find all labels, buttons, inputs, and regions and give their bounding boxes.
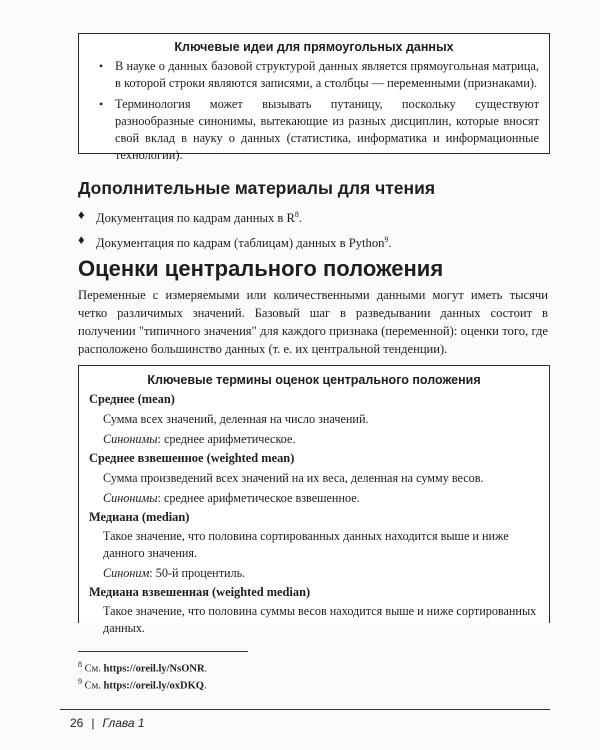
chapter-label: Глава 1: [102, 716, 145, 730]
term-mean: Среднее (mean): [89, 392, 175, 406]
footnote-divider: [78, 651, 248, 652]
term-definition: Такое значение, что половина сортированных данных находится выше и ниже данного значения.: [103, 529, 509, 560]
key-terms-box: [78, 365, 550, 635]
key-ideas-title: Ключевые идеи для прямоугольных данных: [174, 40, 454, 54]
list-item: • Терминология может вызывать путаницу, поскольку существуют разнообразные синонимы, вытекающие из разных дисциплин, которые вносят свой вклад в науку о данных (статистика, информатика и информационные технологии).: [99, 97, 539, 162]
bullet-icon: •: [99, 97, 104, 111]
term-median: Медиана (median): [89, 510, 190, 524]
footnote-ref[interactable]: 8: [294, 210, 299, 219]
list-item: ♦ Документация по кадрам (таблицам) данных в Python$^9$.: [78, 229, 548, 254]
term-definition: Сумма произведений всех значений на их веса, деленная на сумму весов.: [103, 471, 484, 485]
page-number: 26: [70, 716, 84, 730]
key-ideas-list: [89, 58, 539, 164]
list-item: ♦ Документация по кадрам данных в $R^8$.: [78, 204, 548, 229]
further-reading-list: [78, 204, 548, 254]
key-terms-title: Ключевые термины оценок центрального положения: [147, 373, 481, 387]
term-synonym: Синонимы: среднее арифметическое.: [103, 432, 296, 446]
further-reading-heading: Дополнительные материалы для чтения: [78, 178, 436, 198]
footer-separator: |: [91, 716, 95, 730]
term-synonym: Синонимы: среднее арифметическое взвешенное.: [103, 491, 360, 505]
term-weighted-median: Медиана взвешенная (weighted median): [89, 585, 311, 599]
footnote: $^8$ См. https://oreil.ly/NsONR.: [78, 660, 208, 675]
term-weighted-mean: Среднее взвешенное (weighted mean): [89, 451, 295, 465]
footer-divider: [60, 709, 550, 710]
diamond-bullet-icon: ♦: [78, 207, 85, 222]
term-synonym: Синоним: 50-й процентиль.: [103, 566, 246, 580]
footnote-ref[interactable]: 9: [384, 235, 389, 245]
term-definition: Сумма всех значений, деленная на число значений.: [103, 412, 369, 426]
central-tendency-heading: Оценки центрального положения: [78, 256, 444, 281]
footnote: $^9$ См. https://oreil.ly/oxDKQ.: [78, 677, 207, 692]
term-definition: Такое значение, что половина суммы весов находится выше и ниже сортированных данных.: [103, 604, 537, 635]
footnote-link[interactable]: https://oreil.ly/NsONR: [103, 663, 205, 675]
intro-paragraph: Переменные с измеряемыми или количественными данными могут иметь тысячи четко различимых значений. Базовый шаг в разведывании данных состоит в получении "типичного значения" для каждого признака (переменной): оценки того, где расположено большинство данных (т. е. их центральной тенденции).: [78, 288, 548, 356]
list-item: • В науке о данных базовой структурой данных является прямоугольная матрица, в которой строки являются записями, а столбцы — переменными (признаками).: [99, 59, 539, 90]
footnote-link[interactable]: https://oreil.ly/oxDKQ: [103, 680, 204, 692]
page-footer: [70, 716, 145, 730]
key-ideas-box: [78, 33, 550, 162]
diamond-bullet-icon: ♦: [78, 232, 85, 248]
bullet-icon: •: [99, 59, 104, 73]
